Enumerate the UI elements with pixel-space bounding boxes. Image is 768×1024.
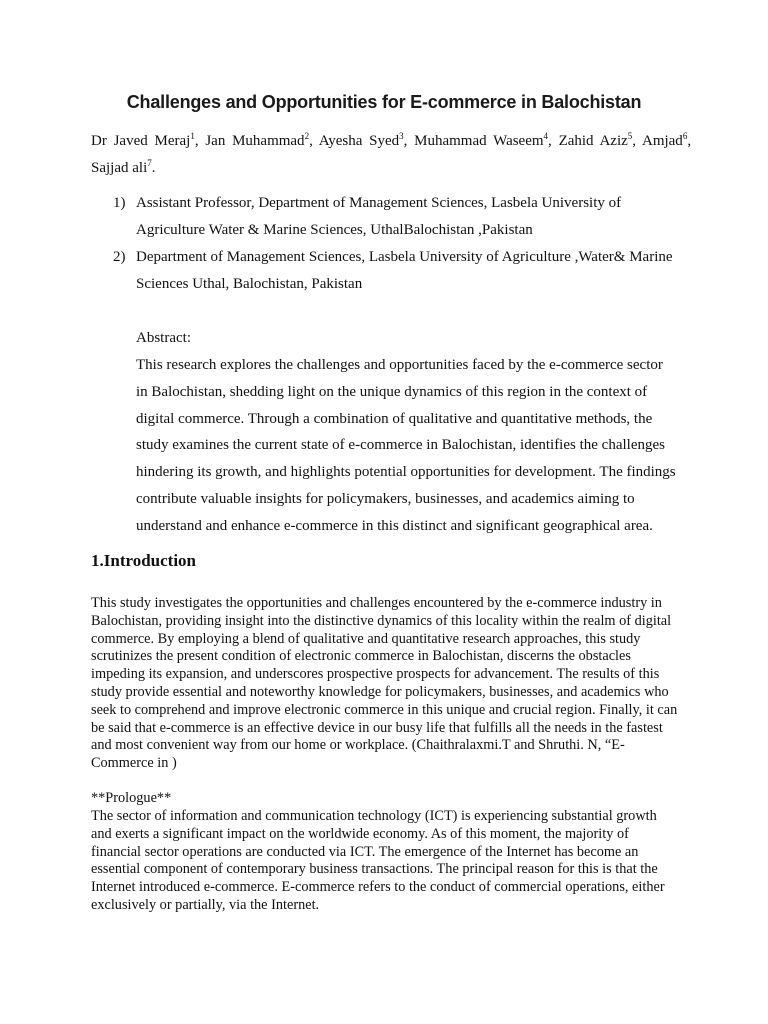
author-name: Muhammad Waseem [414, 133, 544, 149]
affiliation-list [113, 190, 693, 298]
introduction-heading: 1.Introduction [91, 551, 197, 570]
author-sup: 4 [543, 131, 549, 141]
author-sup: 5 [627, 131, 633, 141]
affiliation-number: 1) [113, 195, 126, 211]
author-name: Amjad [641, 133, 683, 149]
abstract-section [136, 325, 676, 540]
author-sup: 2 [304, 131, 310, 141]
affiliation-text: Department of Management Sciences, Lasbela University of Agriculture ,Water& Marine Sciences Uthal, Balochistan, Pakistan [136, 249, 673, 292]
affiliation-item [113, 244, 693, 298]
affiliation-text: Assistant Professor, Department of Management Sciences, Lasbela University of Agriculture Water & Marine Sciences, UthalBalochistan ,Pakistan [136, 195, 622, 238]
author-sup: 3 [399, 131, 404, 141]
affiliation-number: 2) [113, 249, 126, 265]
prologue-text: The sector of information and communication technology (ICT) is experiencing substantial growth and exerts a significant impact on the worldwide economy. As of this moment, the majority of financial sector operations are conducted via ICT. The emergence of the Internet has become an essential component of contemporary business transactions. The principal reason for this is that the Internet introduced e-commerce. E-commerce refers to the conduct of commercial operations, either exclusively or partially, via the Internet. [91, 808, 665, 913]
author-name: Sajjad ali [91, 160, 148, 176]
abstract-label: Abstract: [136, 330, 191, 346]
introduction-text: This study investigates the opportunities and challenges encountered by the e-commerce industry in Balochistan, providing insight into the distinctive dynamics of this locality within the realm of digital commerce. By employing a blend of qualitative and quantitative research approaches, this study scrutinizes the present condition of electronic commerce in Balochistan, discerns the obstacles impeding its expansion, and underscores prospective prospects for advancement. The results of this study provide essential and noteworthy knowledge for policymakers, businesses, and academics who seek to comprehend and improve electronic commerce in this unique and crucial region. Finally, it can be said that e-commerce is an effective device in our busy life that fulfills all the needs in the fastest and most convenient way from our home or workplace. (Chaithralaxmi.T and Shruthi. N, “E-Commerce in ) [91, 595, 678, 772]
affiliation-item [113, 190, 693, 244]
author-name: Dr Javed Meraj [91, 133, 191, 149]
author-sup: 7 [147, 158, 152, 168]
author-name: Ayesha Syed [318, 133, 400, 149]
author-sup: 6 [682, 131, 688, 141]
author-list: Dr Javed Meraj$^1$, Jan Muhammad$^2$, Ayesha Syed$^3$, Muhammad Waseem$^4$, Zahid Aziz$^5$, Amjad$^6$, Sajjad ali$^7$. [91, 131, 692, 176]
author-name: Jan Muhammad [205, 133, 305, 149]
paper-title: Challenges and Opportunities for E-commerce in Balochistan [126, 92, 642, 112]
author-sup: 1 [190, 131, 195, 141]
author-name: Zahid Aziz [558, 133, 628, 149]
prologue-heading: **Prologue** [91, 790, 172, 806]
abstract-text: This research explores the challenges and opportunities faced by the e-commerce sector in Balochistan, shedding light on the unique dynamics of this region in the context of digital commerce. Through a combination of qualitative and quantitative methods, the study examines the current state of e-commerce in Balochistan, identifies the challenges hindering its growth, and highlights potential opportunities for development. The findings contribute valuable insights for policymakers, businesses, and academics aiming to understand and enhance e-commerce in this distinct and significant geographical area. [136, 357, 676, 534]
